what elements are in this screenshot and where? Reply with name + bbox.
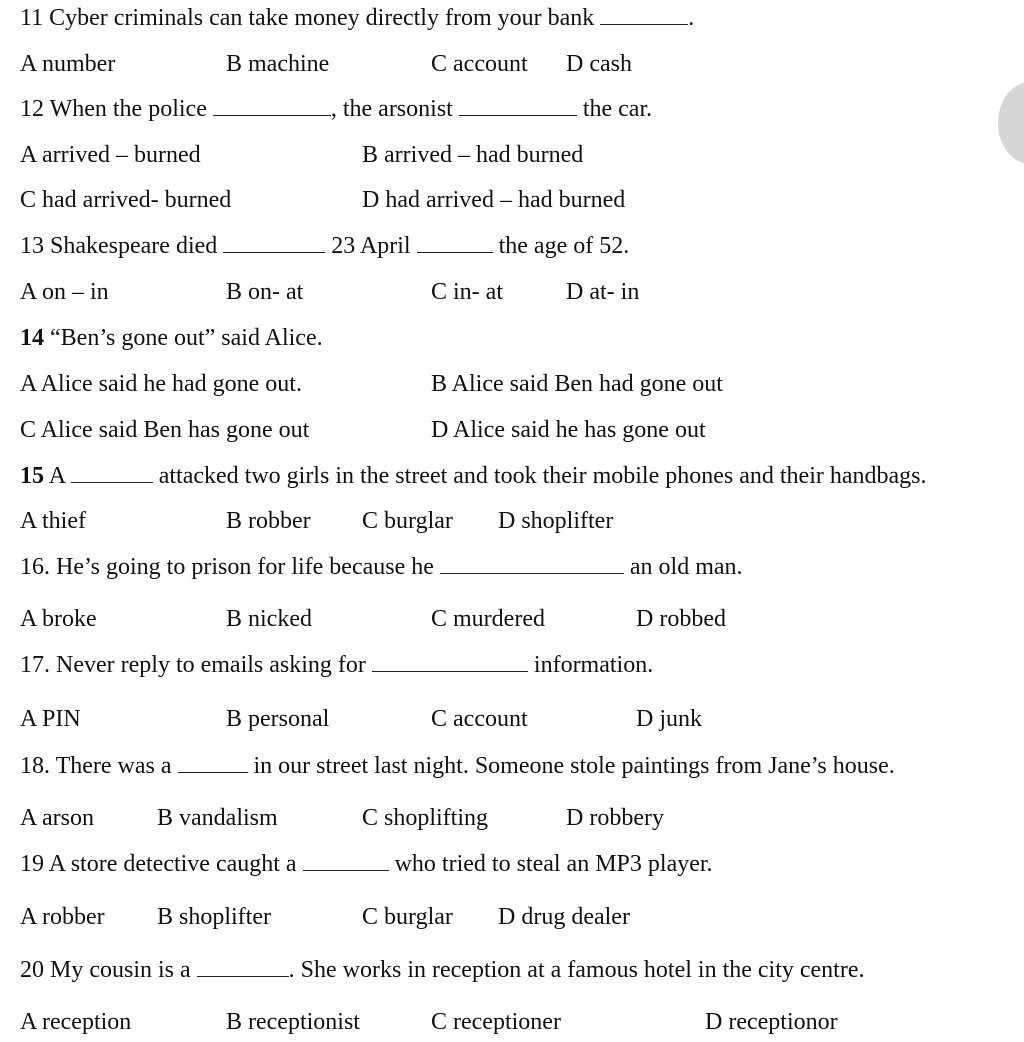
q16-option-b[interactable]: B nicked (226, 606, 312, 632)
q11-option-a[interactable]: A number (20, 51, 116, 77)
answer-blank[interactable] (600, 6, 688, 25)
q14-option-c[interactable]: C Alice said Ben has gone out (20, 417, 310, 443)
q18-option-c[interactable]: C shoplifting (362, 805, 489, 831)
question-19: 19 A store detective caught a who tried to steal an MP3 player. (20, 851, 713, 877)
answer-blank[interactable] (303, 852, 389, 871)
question-12: 12 When the police , the arsonist the car. (20, 96, 653, 122)
q13-option-b[interactable]: B on- at (226, 279, 304, 305)
q14-option-a[interactable]: A Alice said he had gone out. (20, 371, 302, 397)
answer-blank[interactable] (223, 234, 325, 253)
q12-option-c[interactable]: C had arrived- burned (20, 187, 232, 213)
q19-option-c[interactable]: C burglar (362, 904, 453, 930)
question-13: 13 Shakespeare died 23 April the age of 52. (20, 233, 630, 259)
answer-blank[interactable] (197, 958, 289, 977)
q18-option-b[interactable]: B vandalism (157, 805, 278, 831)
q19-option-d[interactable]: D drug dealer (498, 904, 630, 930)
question-18: 18. There was a in our street last night. Someone stole paintings from Jane’s house. (20, 753, 895, 779)
q15-option-d[interactable]: D shoplifter (498, 508, 614, 534)
q17-option-d[interactable]: D junk (636, 706, 702, 732)
q17-option-c[interactable]: C account (431, 706, 528, 732)
answer-blank[interactable] (213, 97, 331, 116)
q15-option-a[interactable]: A thief (20, 508, 86, 534)
question-14: 14 “Ben’s gone out” said Alice. (20, 325, 323, 351)
q19-option-b[interactable]: B shoplifter (157, 904, 271, 930)
q13-option-a[interactable]: A on – in (20, 279, 109, 305)
answer-blank[interactable] (440, 555, 624, 574)
q12-option-b[interactable]: B arrived – had burned (362, 142, 584, 168)
q11-option-d[interactable]: D cash (566, 51, 632, 77)
answer-blank[interactable] (417, 234, 493, 253)
q16-option-a[interactable]: A broke (20, 606, 97, 632)
question-20: 20 My cousin is a . She works in reception at a famous hotel in the city centre. (20, 957, 865, 983)
q20-option-a[interactable]: A reception (20, 1009, 132, 1035)
q17-option-a[interactable]: A PIN (20, 706, 81, 732)
q13-option-d[interactable]: D at- in (566, 279, 640, 305)
q17-option-b[interactable]: B personal (226, 706, 330, 732)
q12-option-d[interactable]: D had arrived – had burned (362, 187, 626, 213)
q14-option-b[interactable]: B Alice said Ben had gone out (431, 371, 723, 397)
question-16: 16. He’s going to prison for life because he an old man. (20, 554, 743, 580)
q19-option-a[interactable]: A robber (20, 904, 105, 930)
q20-option-c[interactable]: C receptioner (431, 1009, 561, 1035)
q11-option-c[interactable]: C account (431, 51, 528, 77)
q15-option-b[interactable]: B robber (226, 508, 311, 534)
q20-option-d[interactable]: D receptionor (705, 1009, 838, 1035)
answer-blank[interactable] (459, 97, 577, 116)
answer-blank[interactable] (178, 754, 248, 773)
q13-option-c[interactable]: C in- at (431, 279, 503, 305)
question-15: 15 A attacked two girls in the street and took their mobile phones and their handbags. (20, 463, 927, 489)
q12-option-a[interactable]: A arrived – burned (20, 142, 201, 168)
q16-option-d[interactable]: D robbed (636, 606, 726, 632)
answer-blank[interactable] (372, 653, 528, 672)
page-edge-shadow (998, 82, 1024, 164)
q15-option-c[interactable]: C burglar (362, 508, 453, 534)
q18-option-a[interactable]: A arson (20, 805, 94, 831)
question-17: 17. Never reply to emails asking for information. (20, 652, 654, 678)
q16-option-c[interactable]: C murdered (431, 606, 545, 632)
question-11: 11 Cyber criminals can take money directly from your bank . (20, 5, 695, 31)
q11-option-b[interactable]: B machine (226, 51, 330, 77)
q18-option-d[interactable]: D robbery (566, 805, 664, 831)
q20-option-b[interactable]: B receptionist (226, 1009, 360, 1035)
answer-blank[interactable] (71, 464, 153, 483)
q14-option-d[interactable]: D Alice said he has gone out (431, 417, 706, 443)
